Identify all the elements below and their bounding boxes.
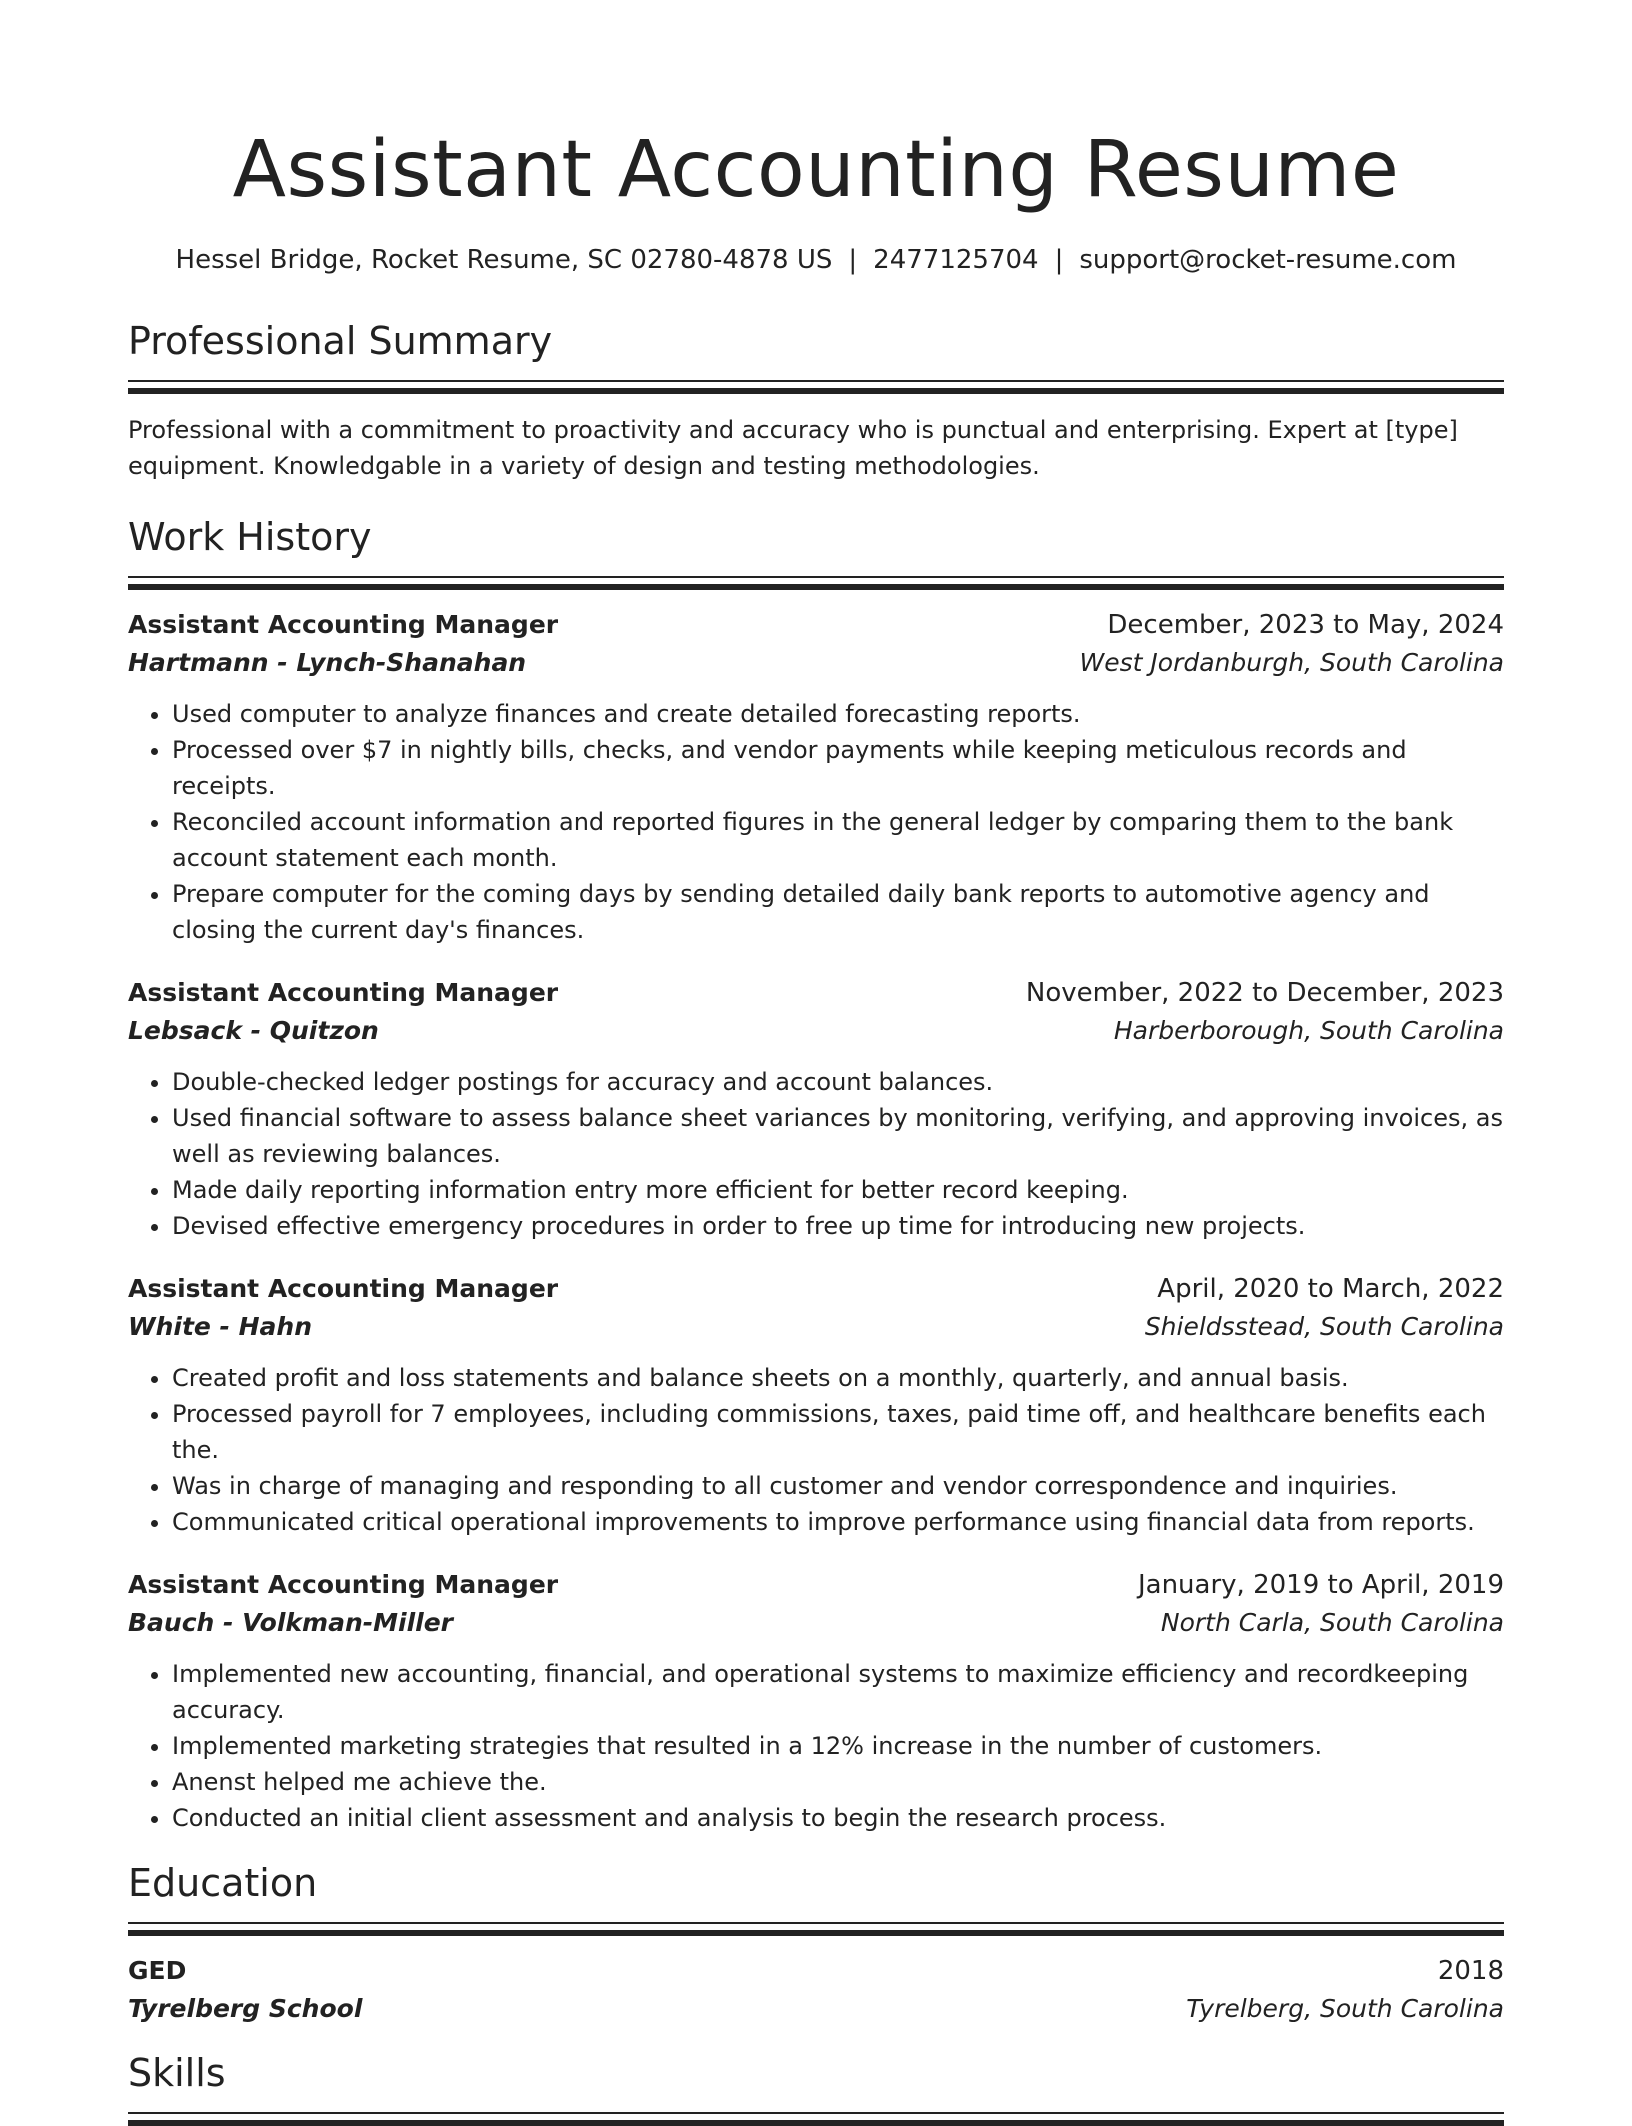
job-bullets [128, 1064, 1504, 1244]
section-divider [128, 380, 1504, 394]
resume-title: Assistant Accounting Resume [232, 125, 1400, 215]
job-bullet: • Devised effective emergency procedures in order to free up time for introducing new projects. [172, 1208, 1504, 1244]
job-bullets [128, 1656, 1504, 1836]
job-bullet: • Double-checked ledger postings for accuracy and account balances. [172, 1064, 1504, 1100]
skills-heading: Skills [128, 2051, 226, 2095]
education-heading: Education [128, 1861, 318, 1905]
education-school: Tyrelberg School [128, 1994, 363, 2023]
section-divider [128, 2112, 1504, 2126]
job-dates: April, 2020 to March, 2022 [1157, 1274, 1504, 1304]
job-title: Assistant Accounting Manager [128, 1570, 559, 1599]
section-divider [128, 576, 1504, 590]
job-company: Hartmann - Lynch-Shanahan [128, 648, 527, 677]
job-bullet: • Communicated critical operational improvements to improve performance using financial data from reports. [172, 1504, 1504, 1540]
job-bullets [128, 696, 1504, 948]
job-entry [128, 1270, 1504, 1540]
job-bullet: • Used financial software to assess balance sheet variances by monitoring, verifying, and approving invoices, as well as reviewing balances. [172, 1100, 1504, 1172]
education-year: 2018 [1437, 1956, 1504, 1986]
job-dates: November, 2022 to December, 2023 [1025, 978, 1504, 1008]
job-bullet: • Processed payroll for 7 employees, including commissions, taxes, paid time off, and healthcare benefits each the. [172, 1396, 1504, 1468]
skills-section [128, 2048, 1504, 2126]
job-company: Lebsack - Quitzon [128, 1016, 379, 1045]
job-location: Harberborough, South Carolina [1113, 1016, 1504, 1045]
job-entry [128, 1566, 1504, 1836]
section-divider [128, 1922, 1504, 1936]
work-history-heading: Work History [128, 515, 372, 559]
job-location: North Carla, South Carolina [1160, 1608, 1504, 1637]
job-dates: December, 2023 to May, 2024 [1107, 610, 1504, 640]
job-company: Bauch - Volkman-Miller [128, 1608, 453, 1637]
job-company: White - Hahn [128, 1312, 313, 1341]
job-location: Shieldsstead, South Carolina [1144, 1312, 1504, 1341]
contact-phone: 2477125704 [873, 245, 1039, 275]
job-entry [128, 606, 1504, 948]
job-bullet: • Reconciled account information and reported figures in the general ledger by comparing them to the bank account statement each month. [172, 804, 1504, 876]
job-bullet: • Anenst helped me achieve the. [172, 1764, 1504, 1800]
contact-email: support@rocket-resume.com [1079, 245, 1457, 275]
job-bullet: • Created profit and loss statements and balance sheets on a monthly, quarterly, and annual basis. [172, 1360, 1504, 1396]
job-bullet: • Processed over $7 in nightly bills, checks, and vendor payments while keeping meticulous records and receipts. [172, 732, 1504, 804]
job-bullet: • Used computer to analyze finances and create detailed forecasting reports. [172, 696, 1504, 732]
education-section [128, 1858, 1504, 2028]
job-title: Assistant Accounting Manager [128, 978, 559, 1007]
work-history-section [128, 512, 1504, 1836]
job-bullet: • Prepare computer for the coming days by sending detailed daily bank reports to automotive agency and closing the current day's finances. [172, 876, 1504, 948]
summary-heading: Professional Summary [128, 319, 553, 363]
summary-text: Professional with a commitment to proactivity and accuracy who is punctual and enterprising. Expert at [type] equipment. Knowledgable in a variety of design and testing methodologies. [128, 416, 1458, 480]
education-entry [128, 1952, 1504, 2028]
job-bullet: • Implemented new accounting, financial, and operational systems to maximize efficiency and recordkeeping accuracy. [172, 1656, 1504, 1728]
education-degree: GED [128, 1956, 187, 1985]
job-entry [128, 974, 1504, 1244]
contact-line [128, 242, 1504, 278]
contact-separator: | [848, 245, 858, 275]
job-dates: January, 2019 to April, 2019 [1137, 1570, 1504, 1600]
job-bullets [128, 1360, 1504, 1540]
job-bullet: • Made daily reporting information entry more efficient for better record keeping. [172, 1172, 1504, 1208]
contact-address: Hessel Bridge, Rocket Resume, SC 02780-4878 US [175, 245, 833, 275]
summary-section [128, 316, 1504, 484]
job-bullet: • Implemented marketing strategies that resulted in a 12% increase in the number of customers. [172, 1728, 1504, 1764]
job-title: Assistant Accounting Manager [128, 1274, 559, 1303]
job-bullet: • Conducted an initial client assessment and analysis to begin the research process. [172, 1800, 1504, 1836]
job-bullet: • Was in charge of managing and responding to all customer and vendor correspondence and inquiries. [172, 1468, 1504, 1504]
contact-separator: | [1054, 245, 1064, 275]
job-location: West Jordanburgh, South Carolina [1079, 648, 1504, 677]
job-title: Assistant Accounting Manager [128, 610, 559, 639]
education-location: Tyrelberg, South Carolina [1186, 1994, 1504, 2023]
